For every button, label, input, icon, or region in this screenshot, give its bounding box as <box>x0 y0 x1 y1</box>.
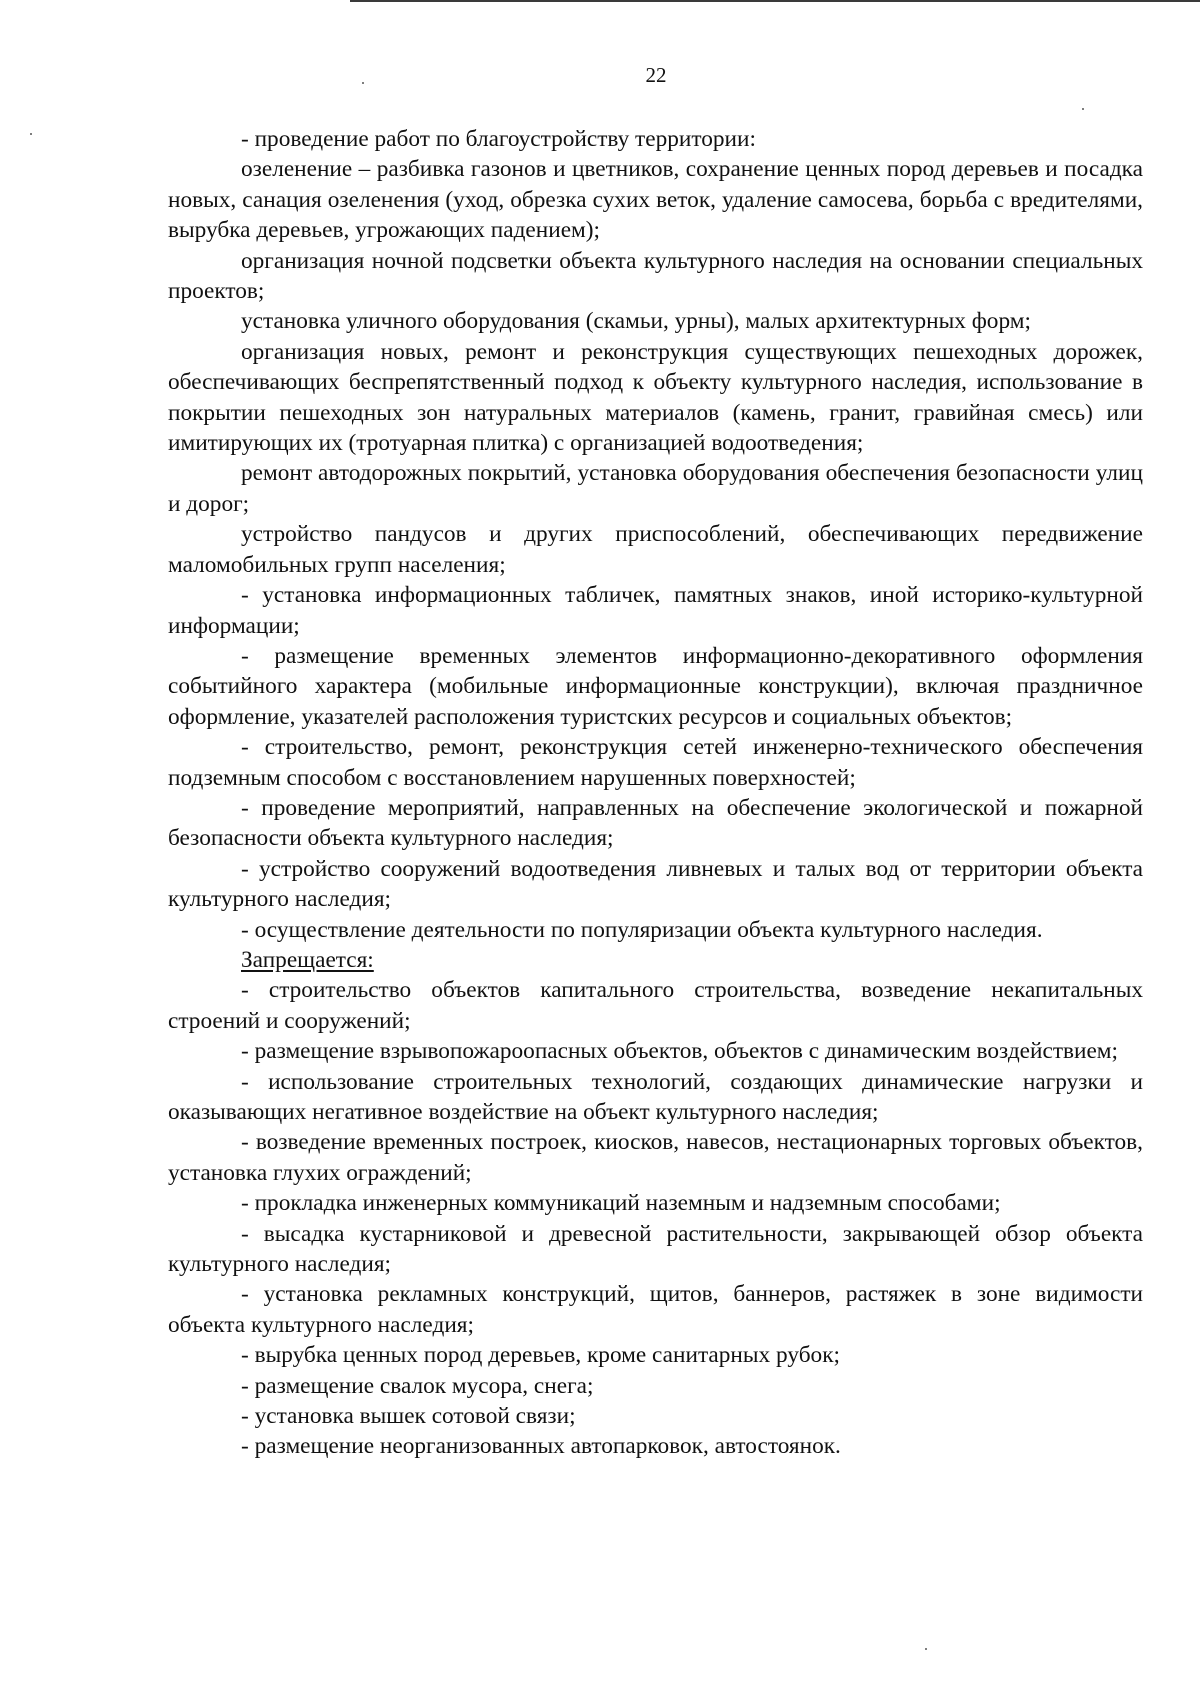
paragraph-17: - использование строительных технологий, создающих динамические нагрузки и оказывающих негативное воздействие на объект культурного наследия; <box>168 1068 1143 1125</box>
paragraph-22: - вырубка ценных пород деревьев, кроме санитарных рубок; <box>241 1342 840 1369</box>
paragraph-4: установка уличного оборудования (скамьи, урны), малых архитектурных форм; <box>241 308 1031 335</box>
paragraph-24: - установка вышек сотовой связи; <box>241 1403 576 1430</box>
paragraph-18: - возведение временных построек, киосков, навесов, нестационарных торговых объектов, установка глухих ограждений; <box>168 1129 1143 1186</box>
page-number: 22 <box>645 63 667 87</box>
scan-speck <box>925 1648 927 1650</box>
paragraph-3: организация ночной подсветки объекта культурного наследия на основании специальных проектов; <box>168 247 1143 305</box>
document-body <box>168 124 1143 1462</box>
paragraph-23: - размещение свалок мусора, снега; <box>241 1372 594 1399</box>
prohibited-heading-text: Запрещается: <box>241 946 374 973</box>
paragraph-15: - строительство объектов капитального строительства, возведение некапитальных строений и сооружений; <box>168 977 1143 1034</box>
top-rule <box>350 0 1200 2</box>
paragraph-16: - размещение взрывопожароопасных объектов, объектов с динамическим воздействием; <box>241 1038 1119 1065</box>
paragraph-10: - строительство, ремонт, реконструкция сетей инженерно-технического обеспечения подземным способом с восстановлением нарушенных поверхностей; <box>168 734 1143 791</box>
paragraph-8: - установка информационных табличек, памятных знаков, иной историко-культурной информации; <box>168 582 1143 639</box>
paragraph-20: - высадка кустарниковой и древесной растительности, закрывающей обзор объекта культурного наследия; <box>168 1220 1143 1278</box>
scan-speck <box>1082 108 1084 110</box>
scan-speck <box>30 133 32 135</box>
paragraph-21: - установка рекламных конструкций, щитов, баннеров, растяжек в зоне видимости объекта культурного наследия; <box>168 1281 1143 1338</box>
paragraph-13: - осуществление деятельности по популяризации объекта культурного наследия. <box>241 916 1043 943</box>
paragraph-9: - размещение временных элементов информационно-декоративного оформления событийного характера (мобильные информационные конструкции), включая праздничное оформление, указателей расположения туристских ресурсов и социальных объектов; <box>168 642 1143 730</box>
prohibited-heading <box>168 945 1143 975</box>
paragraph-12: - устройство сооружений водоотведения ливневых и талых вод от территории объекта культурного наследия; <box>168 855 1143 913</box>
paragraph-5: организация новых, ремонт и реконструкция существующих пешеходных дорожек, обеспечивающих беспрепятственный подход к объекту культурного наследия, использование в покрытии пешеходных зон натуральных материалов (камень, гранит, гравийная смесь) или имитирующих их (тротуарная плитка) с организацией водоотведения; <box>168 338 1143 457</box>
paragraph-1: - проведение работ по благоустройству территории: <box>241 126 756 152</box>
paragraph-11: - проведение мероприятий, направленных на обеспечение экологической и пожарной безопасности объекта культурного наследия; <box>168 794 1143 852</box>
paragraph-6: ремонт автодорожных покрытий, установка оборудования обеспечения безопасности улиц и дорог; <box>168 460 1143 517</box>
paragraph-2: озеленение – разбивка газонов и цветников, сохранение ценных пород деревьев и посадка новых, санация озеленения (уход, обрезка сухих веток, удаление самосева, борьба с вредителями, вырубка деревьев, угрожающих падением); <box>168 156 1143 244</box>
paragraph-19: - прокладка инженерных коммуникаций наземным и надземным способами; <box>241 1190 1001 1217</box>
paragraph-7: устройство пандусов и других приспособлений, обеспечивающих передвижение маломобильных групп населения; <box>168 521 1143 578</box>
paragraph-25: - размещение неорганизованных автопарковок, автостоянок. <box>241 1433 841 1460</box>
